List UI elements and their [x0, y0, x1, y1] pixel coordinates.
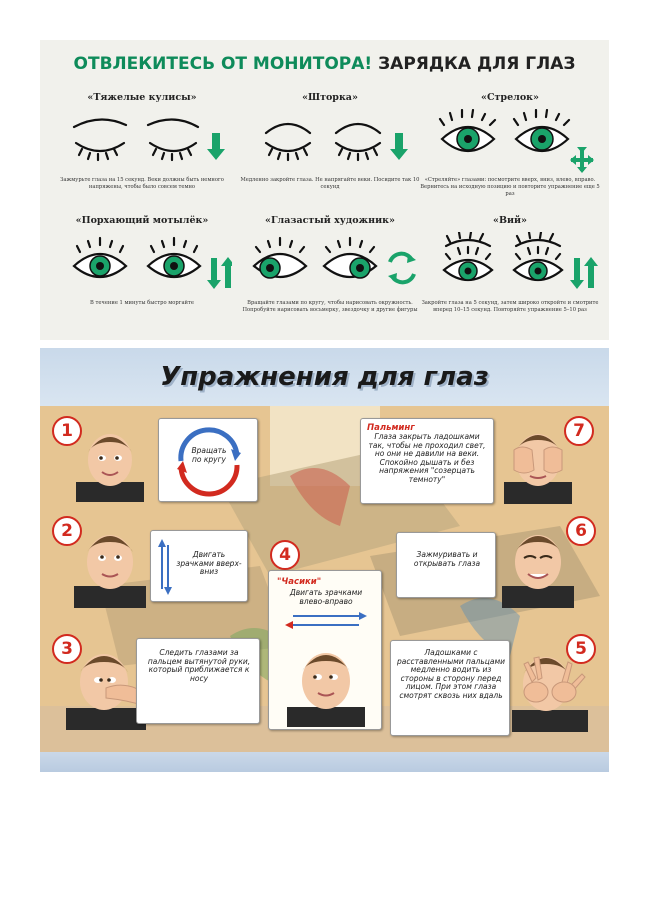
- exercise-card-3: [136, 638, 260, 724]
- kids-eye-exercises-poster: [40, 348, 609, 772]
- exercise-card-6: [396, 532, 496, 598]
- exercise-heavy-curtains: [52, 92, 232, 191]
- exercise-card-text: Двигать зрачками вверх-вниз: [176, 550, 242, 576]
- exercise-description: Зажмурьте глаза на 15 секунд. Веки должны быть немного напряжены, чтобы было совсем темно: [60, 177, 224, 190]
- exercise-illustration: [240, 232, 420, 296]
- exercise-butterfly: [52, 215, 232, 307]
- step-number: 7: [564, 416, 594, 446]
- step-number: 4: [270, 540, 300, 570]
- boy-photo: [70, 422, 150, 502]
- exercise-title: «Глазастый художник»: [265, 215, 395, 226]
- up-down-arrows-icon: [570, 257, 598, 289]
- eye-exercise-poster: [40, 40, 609, 340]
- arrow-down-icon: [207, 133, 225, 160]
- exercise-illustration: [420, 109, 600, 173]
- exercise-shooter: [420, 92, 600, 198]
- poster-title-dark: ЗАРЯДКА ДЛЯ ГЛАЗ: [378, 54, 576, 74]
- up-down-arrows-icon: [207, 257, 232, 289]
- exercise-description: Медленно закройте глаза. Не напрягайте веки. Посидите так 10 секунд: [240, 177, 420, 190]
- exercise-card-2: [150, 530, 248, 602]
- exercise-big-eyed-artist: [240, 215, 420, 314]
- exercise-description: В течение 1 минуты быстро моргайте: [90, 300, 194, 306]
- exercise-description: Вращайте глазами по кругу, чтобы нарисовать окружность. Попробуйте нарисовать восьмерку, звездочку и другие фигуры: [242, 300, 418, 313]
- exercise-card-text: Двигать зрачками влево-вправо: [289, 588, 363, 606]
- four-arrows-icon: [570, 147, 594, 173]
- closed-eye-icon: [74, 119, 198, 160]
- exercise-card-text: Зажмуривать и открывать глаза: [413, 550, 481, 568]
- exercise-card-4: [268, 570, 382, 730]
- exercise-title: «Стрелок»: [481, 92, 539, 103]
- exercise-viy: [420, 215, 600, 314]
- step-number: 6: [566, 516, 596, 546]
- exercise-title: «Порхающий мотылёк»: [75, 215, 209, 226]
- exercise-card-text: Вращать по кругу: [191, 446, 227, 464]
- poster-header: [40, 348, 609, 406]
- closed-eye-icon: [266, 124, 380, 160]
- exercise-title: «Тяжелые кулисы»: [87, 92, 197, 103]
- exercise-title: «Шторка»: [302, 92, 358, 103]
- exercise-description: «Стреляйте» глазами: посмотрите вверх, вниз, влево, вправо. Вернитесь на исходную позицию и повторите упражнение еще 5 раз: [420, 177, 600, 197]
- poster-footer: [40, 752, 609, 772]
- step-number: 3: [52, 634, 82, 664]
- exercise-card-text: Глаза закрыть ладошками так, чтобы не проходил свет, но они не давили на веки. Спокойно дышать и без напряжения "созерцать темноту": [368, 432, 486, 484]
- exercise-shutter: [240, 92, 420, 191]
- exercise-illustration: [420, 232, 600, 296]
- exercise-card-5: [390, 640, 510, 736]
- step-number: 2: [52, 516, 82, 546]
- exercise-card-title: "Часики": [277, 577, 322, 587]
- step-number: 5: [566, 634, 596, 664]
- exercise-illustration: [52, 232, 232, 296]
- exercise-card-1: [158, 418, 258, 502]
- exercise-card-7: [360, 418, 494, 504]
- poster-title: Упражнения для глаз: [160, 362, 489, 392]
- boy-photo: [68, 520, 152, 608]
- exercise-title: «Вий»: [493, 215, 527, 226]
- arrow-down-icon: [390, 133, 408, 160]
- exercise-card-text: Ладошками с расставленными пальцами медленно водить из стороны в сторону перед лицом. При этом глаза смотрят сквозь них вдаль: [397, 648, 505, 700]
- exercise-card-title: Пальминг: [367, 423, 415, 433]
- exercise-illustration: [240, 109, 420, 173]
- poster-title: [40, 54, 609, 74]
- boy-photo: [281, 637, 371, 727]
- up-down-arrow-icon: [157, 537, 173, 597]
- poster-title-green: ОТВЛЕКИТЕСЬ ОТ МОНИТОРА!: [73, 54, 373, 74]
- exercise-description: Закройте глаза на 5 секунд, затем широко откройте и смотрите вперед 10–15 секунд. Повторяйте упражнение 5–10 раз: [421, 300, 599, 313]
- exercise-card-text: Следить глазами за пальцем вытянутой руки, который приближается к носу: [147, 648, 251, 683]
- step-number: 1: [52, 416, 82, 446]
- left-right-arrows-icon: [283, 611, 369, 631]
- exercise-illustration: [52, 109, 232, 173]
- boy-photo: [496, 420, 580, 504]
